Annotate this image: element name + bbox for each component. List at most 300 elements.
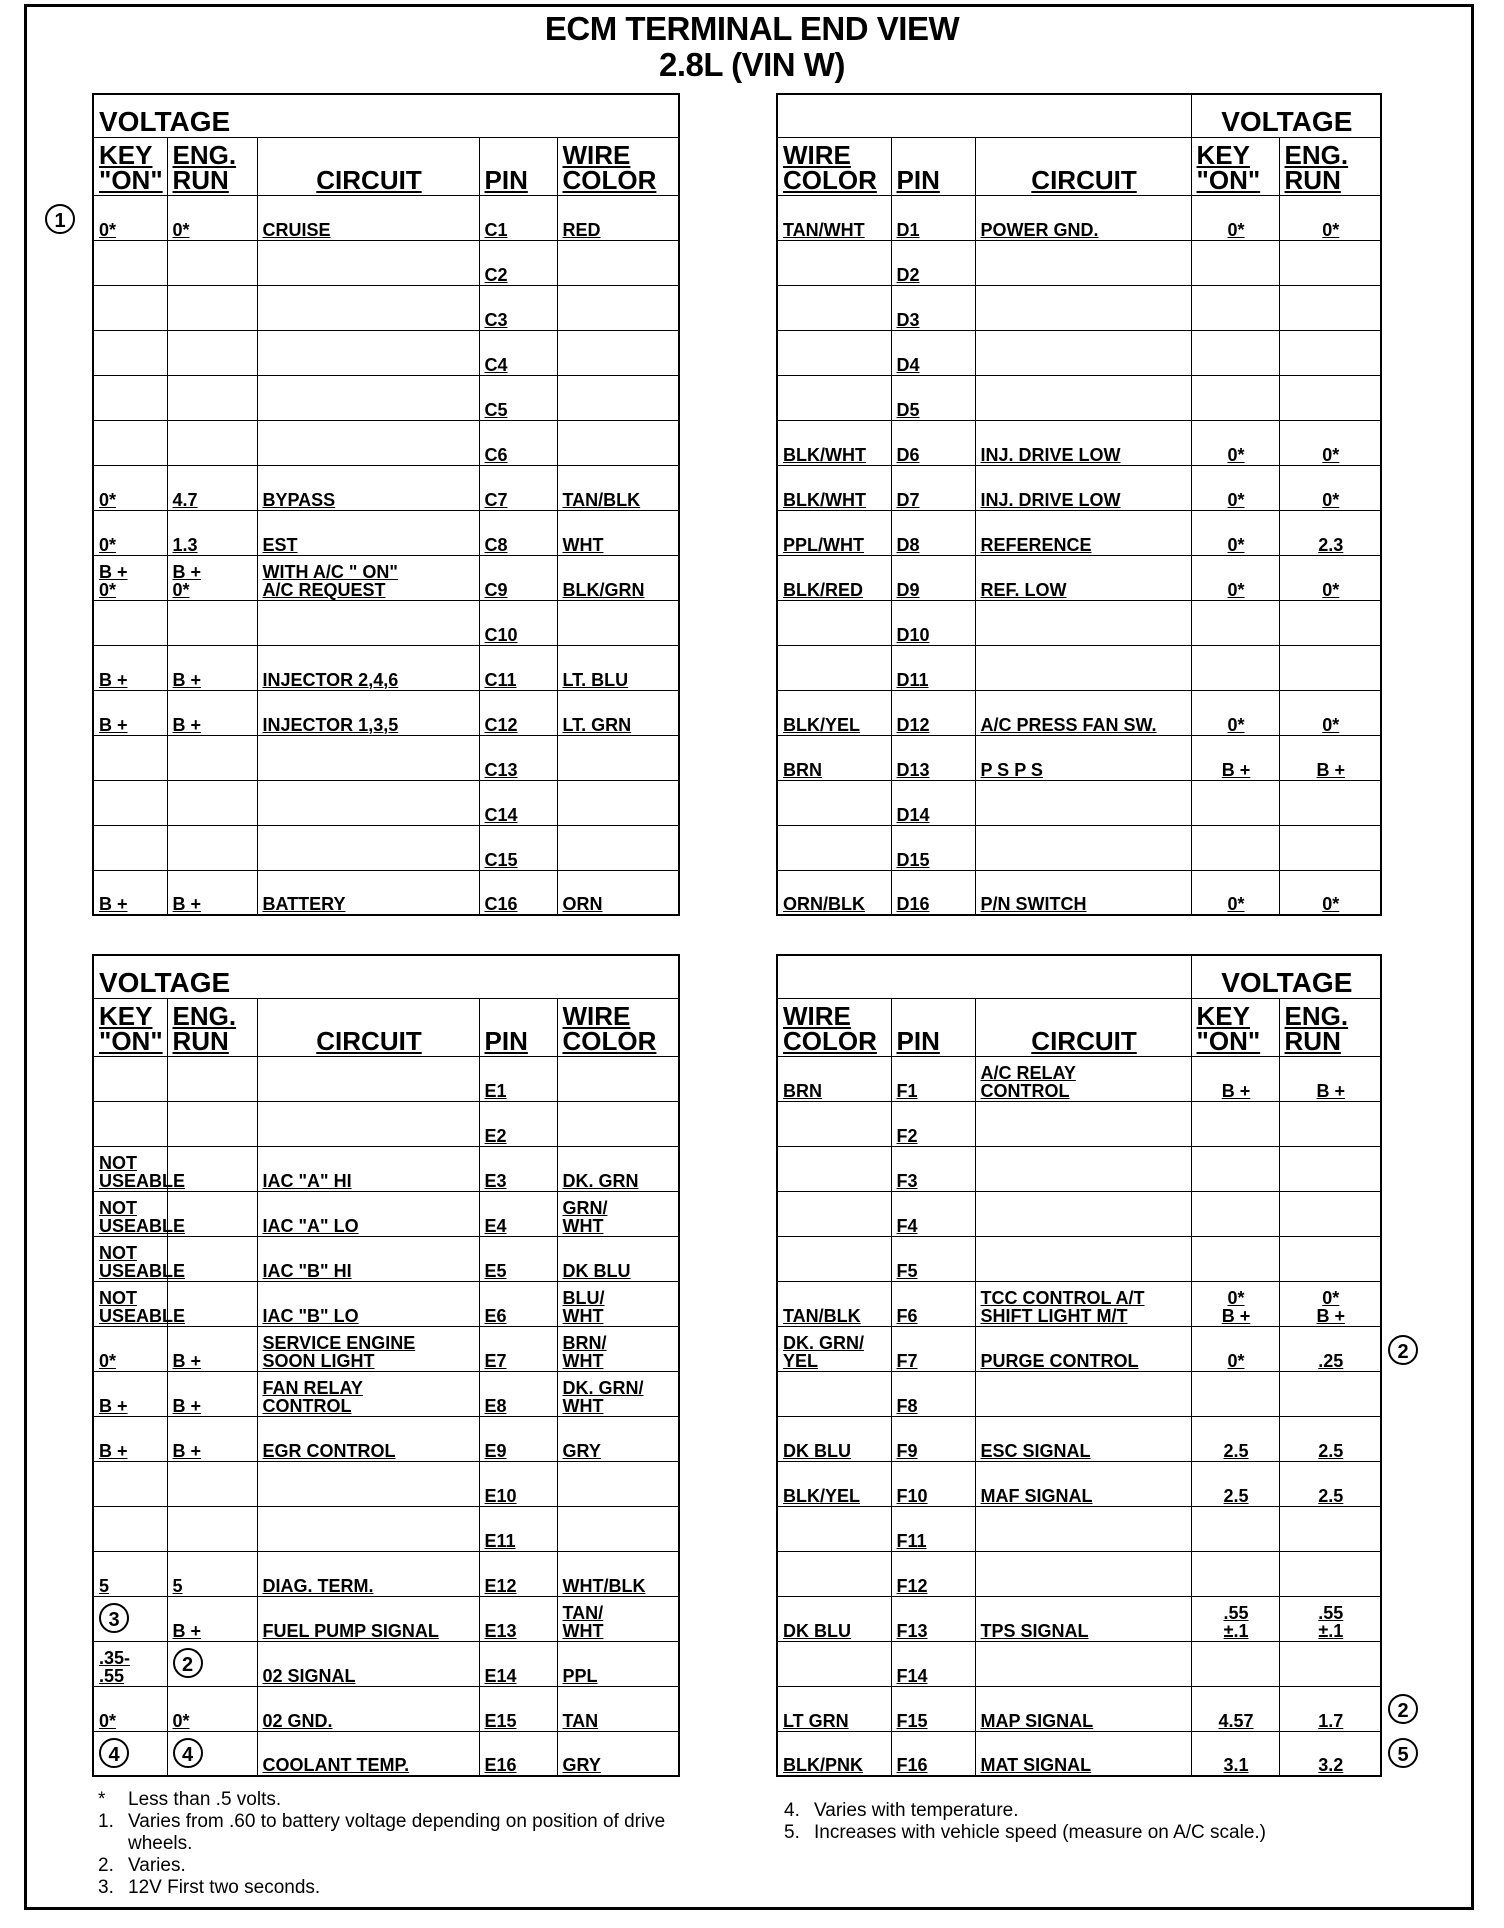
table-row [93,780,679,825]
cell-pin [891,645,975,690]
table-row [777,1686,1381,1731]
cell-pin-text: C16 [484,894,518,914]
cell-pin-text: F12 [896,1575,928,1596]
cell-wire [557,1236,679,1281]
cell-circuit [257,1101,479,1146]
cell-circuit [257,1551,479,1596]
table-row [93,1416,679,1461]
cell-key [93,1686,167,1731]
cell-pin-text: F10 [896,1485,928,1506]
cell-circuit-text: A/C PRESS FAN SW. [980,714,1157,735]
table-row [777,1596,1381,1641]
cell-circuit-text: COOLANT TEMP. [262,1755,410,1775]
cell-run-text: B + [172,1440,202,1461]
col-wire-color [777,998,891,1056]
table-row [93,1146,679,1191]
cell-key-text: .35- .55 [99,1647,131,1686]
cell-key-text: NOT USEABLE [99,1287,186,1326]
cell-wire-text: DK BLU [783,1620,851,1641]
cell-pin [891,1596,975,1641]
cell-key [93,1371,167,1416]
table-row [777,1056,1381,1101]
col-wire-color [557,137,679,195]
notes-left [98,1789,728,1899]
cell-key [93,1326,167,1371]
col-pin [891,137,975,195]
cell-wire-text: TAN [562,1710,599,1731]
col-eng-run [1279,998,1381,1056]
col-key-on [93,137,167,195]
cell-key-text: B + [99,1395,128,1416]
cell-run-text: B + [172,1350,202,1371]
cell-key [93,465,167,510]
cell-wire [557,1371,679,1416]
cell-wire-text: BLK/PNK [783,1755,863,1775]
note-item [98,1811,728,1855]
cell-pin-text: E4 [484,1215,507,1236]
cell-pin-text: E15 [484,1710,517,1731]
cell-run [167,1416,257,1461]
cell-key-text: NOT USEABLE [99,1242,186,1281]
cell-wire-text: TAN/BLK [562,489,641,510]
cell-key-text: B + [99,1440,128,1461]
voltage-label: VOLTAGE [93,94,679,137]
note-number: 4. [784,1800,800,1821]
cell-circuit-text: CRUISE [262,219,331,240]
cell-key [1191,1101,1279,1146]
cell-pin [891,1641,975,1686]
cell-circuit [257,1686,479,1731]
col-eng-run-label: ENG. RUN [1284,139,1349,195]
cell-circuit [257,1416,479,1461]
cell-key [1191,375,1279,420]
cell-wire [777,1191,891,1236]
cell-wire-text: TAN/BLK [783,1305,861,1326]
cell-pin-text: E14 [484,1665,517,1686]
cell-pin-text: F11 [896,1530,927,1551]
cell-wire [557,870,679,915]
cell-circuit [257,1641,479,1686]
cell-pin [479,1101,557,1146]
cell-run [1279,195,1381,240]
cell-run-text: 0* [1322,894,1340,914]
cell-wire [557,1686,679,1731]
col-circuit [257,998,479,1056]
table-row [93,825,679,870]
col-circuit-label: CIRCUIT [1031,164,1137,195]
table-row [777,240,1381,285]
cell-run-text: B + [1316,759,1346,780]
cell-pin [479,240,557,285]
table-row [777,690,1381,735]
cell-pin-text: F3 [896,1170,918,1191]
table-row [93,1461,679,1506]
cell-key [93,1461,167,1506]
table-row [777,870,1381,915]
cell-wire [557,330,679,375]
cell-pin [891,690,975,735]
cell-pin [479,870,557,915]
cell-key [93,285,167,330]
cell-key [1191,1686,1279,1731]
cell-pin [479,645,557,690]
col-wire-color-label: WIRE COLOR [783,1000,877,1056]
cell-run [167,285,257,330]
cell-wire [777,600,891,645]
voltage-label: VOLTAGE [93,955,679,998]
cell-circuit-text: BATTERY [262,894,346,914]
cell-key-text: NOT USEABLE [99,1152,186,1191]
cell-wire-text: BRN/ WHT [562,1332,607,1371]
cell-wire [777,1056,891,1101]
cell-pin [479,1461,557,1506]
cell-run-text: 0* [172,1710,190,1731]
cell-wire-text: BLK/RED [783,579,863,600]
col-eng-run-label: ENG. RUN [172,1000,237,1056]
cell-key-text: 2.5 [1223,1485,1249,1506]
cell-key [1191,735,1279,780]
cell-circuit [257,1281,479,1326]
cell-pin [479,1596,557,1641]
cell-wire [557,1326,679,1371]
table-row [777,825,1381,870]
cell-wire [777,375,891,420]
cell-circuit [257,240,479,285]
cell-run [167,1686,257,1731]
cell-pin-text: F4 [896,1215,918,1236]
cell-run-text: 0* [1322,219,1340,240]
cell-circuit [975,735,1191,780]
cell-pin-text: E2 [484,1125,507,1146]
cell-pin [479,1371,557,1416]
table-row [777,1506,1381,1551]
cell-run-text: B + [172,1620,202,1641]
cell-pin-text: F15 [896,1710,928,1731]
cell-key-text: 0* [1227,534,1245,555]
cell-pin [891,510,975,555]
cell-pin-text: E13 [484,1620,517,1641]
cell-wire [557,1056,679,1101]
cell-circuit [257,825,479,870]
cell-key-text: 0* [1227,444,1245,465]
cell-run [167,330,257,375]
col-pin-label: PIN [896,164,940,195]
cell-key [1191,420,1279,465]
cell-run-text: B + [172,714,202,735]
cell-run [1279,1416,1381,1461]
table-row [93,330,679,375]
cell-key [93,1056,167,1101]
cell-circuit-text: REFERENCE [980,534,1092,555]
cell-run [167,645,257,690]
cell-pin [891,555,975,600]
table-row [777,780,1381,825]
cell-wire-text: GRY [562,1440,601,1461]
cell-wire [777,1281,891,1326]
cell-pin [479,465,557,510]
cell-pin-text: E8 [484,1395,507,1416]
cell-pin-text: C5 [484,399,508,420]
cell-run [167,420,257,465]
table-c [92,93,680,916]
cell-circuit-text: P/N SWITCH [980,894,1087,914]
col-key-on [1191,998,1279,1056]
cell-pin-text: D4 [896,354,920,375]
cell-pin [479,555,557,600]
cell-key [93,1101,167,1146]
cell-circuit [975,1551,1191,1596]
cell-run-text: 5 [172,1575,183,1596]
cell-key [93,510,167,555]
table-row [777,1101,1381,1146]
cell-circuit [975,1596,1191,1641]
cell-key [1191,1731,1279,1776]
cell-pin [479,1146,557,1191]
cell-wire-text: LT. GRN [562,714,632,735]
cell-pin [479,1326,557,1371]
cell-run [167,1056,257,1101]
voltage-header-row [777,955,1381,998]
cell-key [1191,465,1279,510]
cell-pin-text: D11 [896,669,929,690]
col-eng-run [167,137,257,195]
cell-key [93,600,167,645]
cell-wire [777,1551,891,1596]
cell-pin-text: F8 [896,1395,918,1416]
cell-key [93,1146,186,1191]
cell-run [1279,600,1381,645]
cell-pin [891,1416,975,1461]
cell-run [167,240,257,285]
cell-circuit [257,870,479,915]
table-row [777,1416,1381,1461]
cell-wire [777,1236,891,1281]
col-key-on-label: KEY "ON" [1196,139,1261,195]
note-marker-key: 3 [99,1603,129,1633]
cell-key [1191,600,1279,645]
cell-pin-text: E7 [484,1350,507,1371]
note-item [98,1877,728,1899]
note-number: 1. [98,1811,114,1832]
cell-pin-text: D15 [896,849,930,870]
cell-wire-text: WHT [562,534,604,555]
table-row [777,735,1381,780]
cell-pin [479,1236,557,1281]
cell-circuit [257,780,479,825]
cell-wire [557,780,679,825]
notes-right [784,1800,1304,1844]
cell-circuit [975,870,1191,915]
cell-run [1279,780,1381,825]
cell-run [1279,870,1381,915]
cell-run [167,1641,257,1686]
table-row [93,1101,679,1146]
cell-wire [777,645,891,690]
cell-run [167,1731,257,1776]
note-number: 2. [98,1855,114,1876]
voltage-header-row [777,94,1381,137]
cell-pin-text: D1 [896,219,920,240]
table-row [93,1731,679,1776]
cell-key-text: 0* [1227,579,1245,600]
cell-run [1279,555,1381,600]
cell-run [1279,1731,1381,1776]
cell-circuit [975,1146,1191,1191]
cell-pin-text: F14 [896,1665,928,1686]
cell-circuit [257,195,479,240]
cell-circuit [257,285,479,330]
note-marker-key: 4 [99,1738,129,1768]
cell-pin-text: F1 [896,1080,918,1101]
cell-key [1191,555,1279,600]
voltage-spacer [777,955,1191,998]
column-header-row [777,998,1381,1056]
table-row [777,330,1381,375]
cell-wire [557,1416,679,1461]
cell-wire [777,825,891,870]
cell-run [1279,1461,1381,1506]
cell-wire [777,1371,891,1416]
cell-circuit-text: EGR CONTROL [262,1440,396,1461]
cell-wire-text: TAN/ WHT [562,1602,604,1641]
cell-key [1191,1281,1279,1326]
cell-circuit [975,1416,1191,1461]
cell-circuit-text: DIAG. TERM. [262,1575,374,1596]
cell-wire-text: LT GRN [783,1710,849,1731]
cell-key [93,645,167,690]
cell-pin [891,240,975,285]
cell-key [1191,1146,1279,1191]
cell-key [93,1596,167,1641]
cell-pin-text: E12 [484,1575,517,1596]
cell-pin-text: E9 [484,1440,507,1461]
cell-circuit-text: PURGE CONTROL [980,1350,1139,1371]
cell-run [167,1461,257,1506]
col-key-on-label: KEY "ON" [1196,1000,1261,1056]
cell-circuit [975,465,1191,510]
cell-wire [557,1551,679,1596]
voltage-label: VOLTAGE [1191,955,1381,998]
cell-key [93,870,167,915]
cell-key-text: B + [99,714,128,735]
cell-wire [777,1146,891,1191]
cell-key-text: 4.57 [1218,1710,1254,1731]
note-number: * [98,1789,106,1810]
cell-pin [891,1236,975,1281]
col-eng-run-label: ENG. RUN [172,139,237,195]
cell-pin [479,690,557,735]
cell-wire-text: DK. GRN/ YEL [783,1332,864,1371]
cell-pin [891,1326,975,1371]
cell-key-text: 0* [1227,489,1245,510]
col-circuit [975,998,1191,1056]
cell-pin-text: F7 [896,1350,918,1371]
cell-wire-text: TAN/WHT [783,219,865,240]
cell-pin [891,1731,975,1776]
cell-pin-text: F6 [896,1305,918,1326]
cell-key-text: B + [1221,759,1251,780]
cell-key [93,375,167,420]
cell-pin-text: C8 [484,534,508,555]
cell-circuit [975,1641,1191,1686]
cell-circuit [975,555,1191,600]
note-text: Varies with temperature. [814,1800,1019,1821]
cell-key-text: .55 ±.1 [1223,1602,1249,1641]
cell-circuit [975,1731,1191,1776]
table-row [777,1461,1381,1506]
cell-wire-text: BLK/YEL [783,714,861,735]
cell-key [1191,1551,1279,1596]
cell-circuit [975,330,1191,375]
cell-circuit [257,465,479,510]
cell-pin-text: D2 [896,264,920,285]
cell-pin [479,600,557,645]
cell-circuit-text: A/C RELAY CONTROL [980,1062,1076,1101]
cell-key-text: B + 0* [99,561,128,600]
cell-pin [891,1371,975,1416]
cell-wire [777,1326,891,1371]
cell-circuit [257,1146,479,1191]
cell-circuit-text: WITH A/C " ON" A/C REQUEST [262,561,398,600]
cell-pin-text: C7 [484,489,508,510]
cell-run [1279,690,1381,735]
cell-run-text: B + [172,1395,202,1416]
cell-pin-text: C2 [484,264,508,285]
cell-key [1191,1596,1279,1641]
cell-circuit [257,735,479,780]
cell-run-text: .25 [1318,1350,1344,1371]
cell-circuit [975,1506,1191,1551]
cell-circuit-text: INJECTOR 1,3,5 [262,714,399,735]
cell-key [1191,285,1279,330]
cell-pin-text: C4 [484,354,508,375]
voltage-label: VOLTAGE [1191,94,1381,137]
cell-wire-text: BRN [783,759,822,780]
cell-key [93,195,167,240]
cell-pin-text: E1 [484,1080,507,1101]
cell-key-text: B + [99,894,128,914]
cell-circuit [257,1731,479,1776]
note-text: 12V First two seconds. [128,1877,321,1898]
cell-pin-text: C13 [484,759,518,780]
cell-pin [891,330,975,375]
table-row [777,1236,1381,1281]
cell-wire-text: GRN/ WHT [562,1197,608,1236]
col-circuit-label: CIRCUIT [316,164,422,195]
cell-pin [891,285,975,330]
cell-run [167,1371,257,1416]
cell-wire [557,420,679,465]
table-row [93,1191,679,1236]
table-row [777,1371,1381,1416]
cell-run-text: 2.3 [1318,534,1344,555]
cell-key [1191,825,1279,870]
cell-key-text: 3.1 [1223,1755,1249,1775]
cell-key [1191,195,1279,240]
cell-wire-text: ORN [562,894,603,914]
cell-pin-text: F5 [896,1260,918,1281]
cell-run-text: B + [172,894,202,914]
cell-key [1191,1461,1279,1506]
cell-pin-text: D9 [896,579,920,600]
table-row [93,375,679,420]
cell-pin-text: E10 [484,1485,517,1506]
cell-key [1191,1416,1279,1461]
cell-pin-text: D8 [896,534,920,555]
cell-pin [891,465,975,510]
cell-circuit [257,555,479,600]
table-row [93,600,679,645]
